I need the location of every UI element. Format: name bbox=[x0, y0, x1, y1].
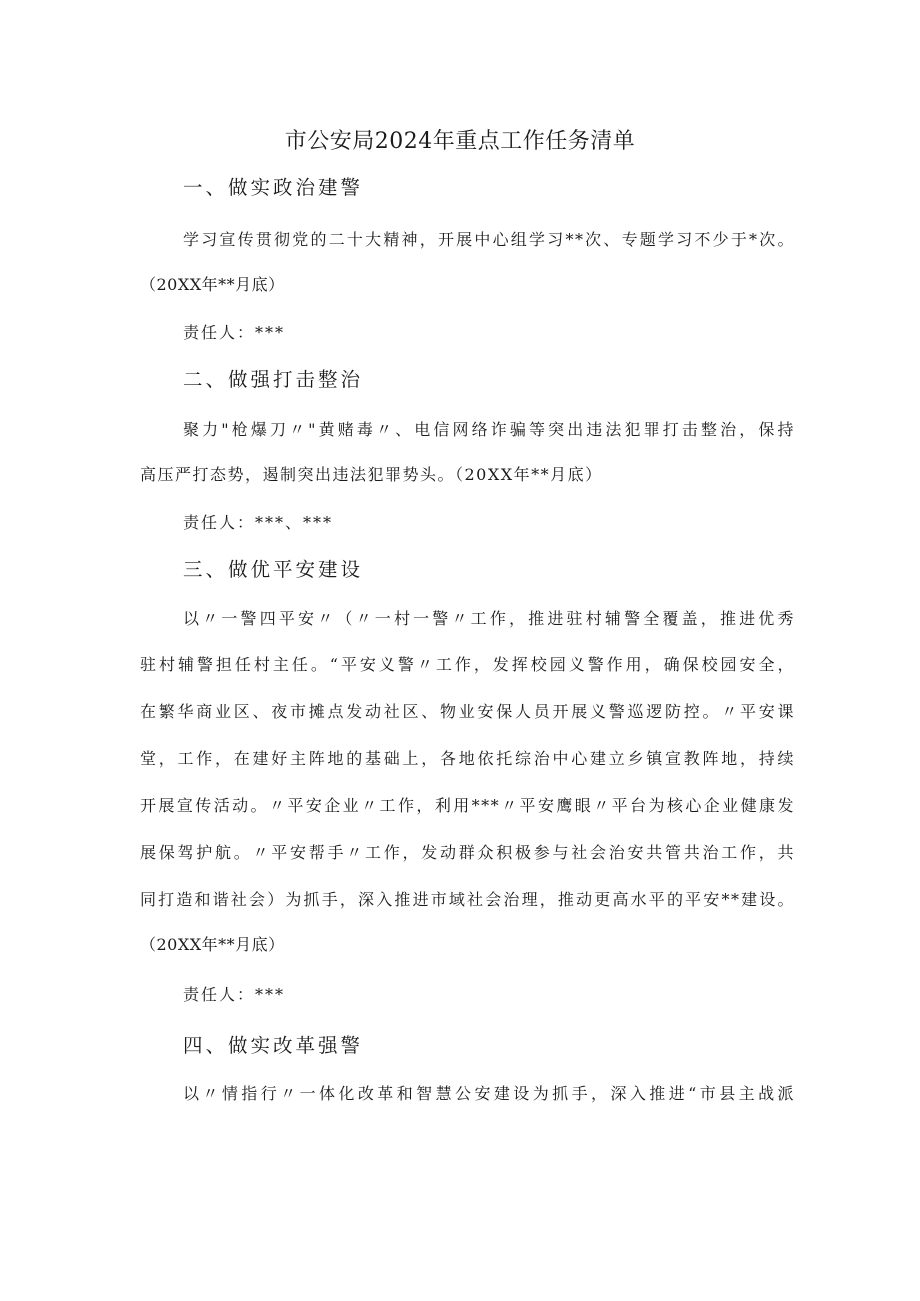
paragraph-line: （20XX年**月底） bbox=[140, 935, 285, 954]
paragraph-line: 聚力"枪爆刀〃"黄赌毒〃、电信网络诈骗等突出违法犯罪打击整治，保持 bbox=[183, 420, 795, 439]
section-heading-4: 四、做实改革强警 bbox=[183, 1034, 364, 1057]
paragraph-line: 在繁华商业区、夜市摊点发动社区、物业安保人员开展义警巡逻防控。〃平安课 bbox=[140, 702, 795, 721]
paragraph-line: 以〃一警四平安〃（〃一村一警〃工作，推进驻村辅警全覆盖，推进优秀 bbox=[183, 609, 795, 628]
paragraph-line: 开展宣传活动。〃平安企业〃工作，利用***〃平安鹰眼〃平台为核心企业健康发 bbox=[140, 796, 795, 815]
paragraph-line: 展保驾护航。〃平安帮手〃工作，发动群众积极参与社会治安共管共治工作，共 bbox=[140, 843, 795, 862]
paragraph-line: 驻村辅警担任村主任。“平安义警〃工作，发挥校园义警作用，确保校园安全， bbox=[140, 655, 795, 674]
responsible-person: 责任人：***、*** bbox=[183, 513, 334, 532]
section-heading-2: 二、做强打击整治 bbox=[183, 368, 364, 391]
paragraph-line: 堂，工作，在建好主阵地的基础上，各地依托综治中心建立乡镇宣教阵地，持续 bbox=[140, 749, 795, 768]
paragraph-line: 同打造和谐社会）为抓手，深入推进市域社会治理，推动更高水平的平安**建设。 bbox=[140, 890, 795, 909]
responsible-person: 责任人：*** bbox=[183, 985, 286, 1004]
paragraph-line: 学习宣传贯彻党的二十大精神，开展中心组学习**次、专题学习不少于*次。 bbox=[183, 230, 795, 249]
section-heading-1: 一、做实政治建警 bbox=[183, 176, 364, 199]
responsible-person: 责任人：*** bbox=[183, 323, 286, 342]
document-title: 市公安局2024年重点工作任务清单 bbox=[284, 129, 636, 154]
section-heading-3: 三、做优平安建设 bbox=[183, 558, 364, 581]
paragraph-line: 以〃情指行〃一体化改革和智慧公安建设为抓手，深入推进“市县主战派 bbox=[183, 1084, 795, 1103]
paragraph-line: 高压严打态势，遏制突出违法犯罪势头。（20XX年**月底） bbox=[140, 465, 603, 484]
paragraph-line: （20XX年**月底） bbox=[140, 275, 285, 294]
